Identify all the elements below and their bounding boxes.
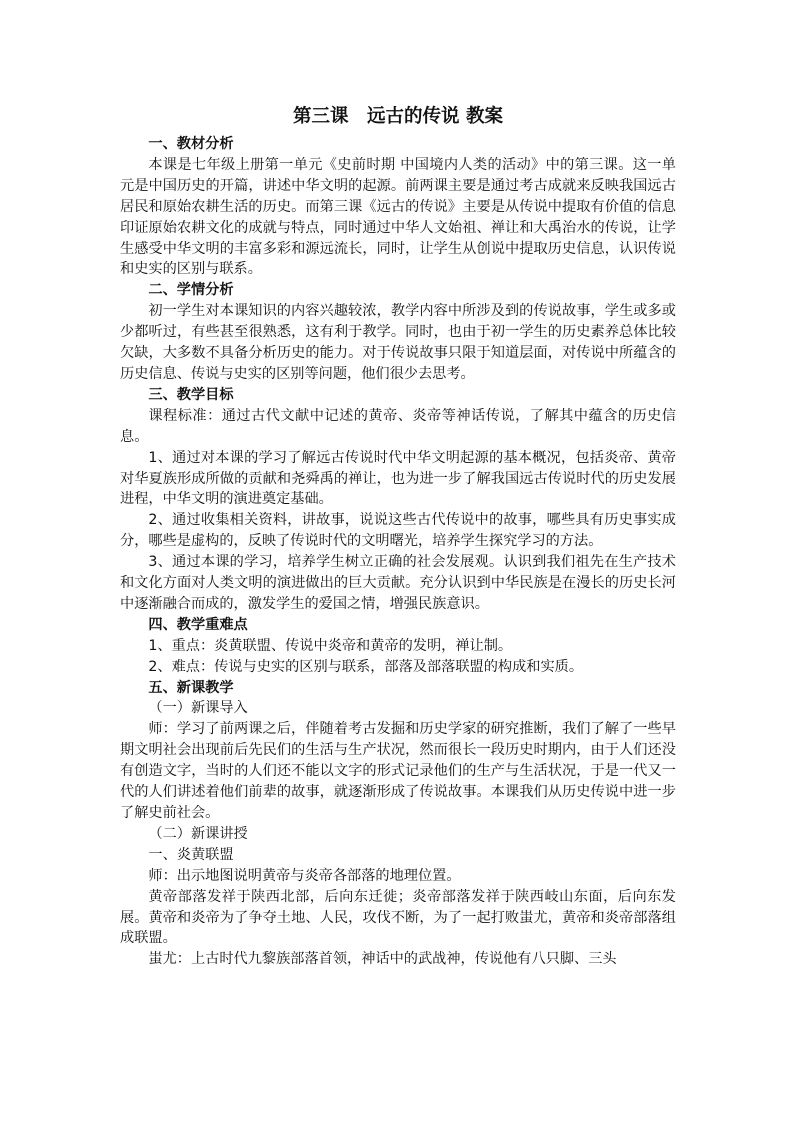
paragraph-chiyou: 蚩尤：上古时代九黎族部落首领，神话中的武战神，传说他有八只脚、三头 [148, 951, 617, 968]
paragraph-key-point: 1、重点：炎黄联盟、传说中炎帝和黄帝的发明，禅让制。 [148, 637, 513, 654]
paragraph-student-analysis: 初一学生对本课知识的内容兴趣较浓，教学内容中所涉及到的传说故事，学生或多或少都听过，有些甚至很熟悉，这有利于教学。同时，也由于初一学生的历史素养总体比较欠缺，大多数不具备分析历史的能力。对于传说故事只限于知道层面，对传说中所蕴含的历史信息、传说与史实的区别等问题，他们很少去思考。 [120, 303, 676, 382]
section-heading-students: 二、学情分析 [148, 282, 234, 299]
paragraph-goal-3: 3、通过本课的学习，培养学生树立正确的社会发展观。认识到我们祖先在生产技术和文化方面对人类文明的演进做出的巨大贡献。充分认识到中华民族是在漫长的历史长河中逐渐融合而成的，激发学生的爱国之情，增强民族意识。 [120, 554, 676, 612]
paragraph-textbook-analysis: 本课是七年级上册第一单元《史前时期 中国境内人类的活动》中的第三课。这一单元是中国历史的开篇，讲述中华文明的起源。前两课主要是通过考古成就来反映我国远古居民和原始农耕生活的历史。而第三课《远古的传说》主要是从传说中提取有价值的信息印证原始农耕文化的成就与特点，同时通过中华人文始祖、禅让和大禹治水的传说，让学生感受中华文明的丰富多彩和源远流长，同时，让学生从创说中提取历史信息，认识传说和史实的区别与联系。 [120, 156, 676, 278]
section-heading-new-lesson: 五、新课教学 [148, 679, 234, 696]
paragraph-map-instruction: 师：出示地图说明黄帝与炎帝各部落的地理位置。 [148, 867, 461, 884]
document-title: 第三课 远古的传说 教案 [293, 106, 503, 127]
paragraph-tribes: 黄帝部落发祥于陕西北部，后向东迁徙；炎帝部落发祥于陕西岐山东面，后向东发展。黄帝和炎帝为了争夺土地、人民，攻伐不断，为了一起打败蚩尤，黄帝和炎帝部落组成联盟。 [120, 888, 676, 947]
paragraph-alliance-heading: 一、炎黄联盟 [148, 846, 234, 863]
subheading-lecture: （二）新课讲授 [148, 825, 248, 842]
paragraph-curriculum-standard: 课程标准：通过古代文献中记述的黄帝、炎帝等神话传说，了解其中蕴含的历史信息。 [120, 407, 676, 445]
paragraph-goal-2: 2、通过收集相关资料，讲故事，说说这些古代传说中的故事，哪些具有历史事实成分，哪些是虚构的，反映了传说时代的文明曙光，培养学生探究学习的方法。 [120, 512, 676, 550]
document-page [120, 102, 676, 970]
section-heading-goals: 三、教学目标 [148, 386, 234, 403]
subheading-introduction: （一）新课导入 [148, 700, 248, 717]
section-heading-key-points: 四、教学重难点 [148, 616, 248, 633]
section-heading-textbook: 一、教材分析 [148, 136, 234, 152]
document-body [120, 134, 676, 970]
paragraph-goal-1: 1、通过对本课的学习了解远古传说时代中华文明起源的基本概况，包括炎帝、黄帝对华夏族形成所做的贡献和尧舜禹的禅让，也为进一步了解我国远古传说时代的历史发展进程，中华文明的演进奠定基础。 [120, 449, 676, 508]
paragraph-difficult-point: 2、难点：传说与史实的区别与联系，部落及部落联盟的构成和实质。 [148, 658, 584, 675]
paragraph-introduction: 师：学习了前两课之后，伴随着考古发掘和历史学家的研究推断，我们了解了一些早期文明社会出现前后先民们的生活与生产状况，然而很长一段历史时期内，由于人们还没有创造文字，当时的人们还不能以文字的形式记录他们的生产与生活状况，于是一代又一代的人们讲述着他们前辈的故事，就逐渐形成了传说故事。本课我们从历史传说中进一步了解史前社会。 [120, 721, 676, 821]
